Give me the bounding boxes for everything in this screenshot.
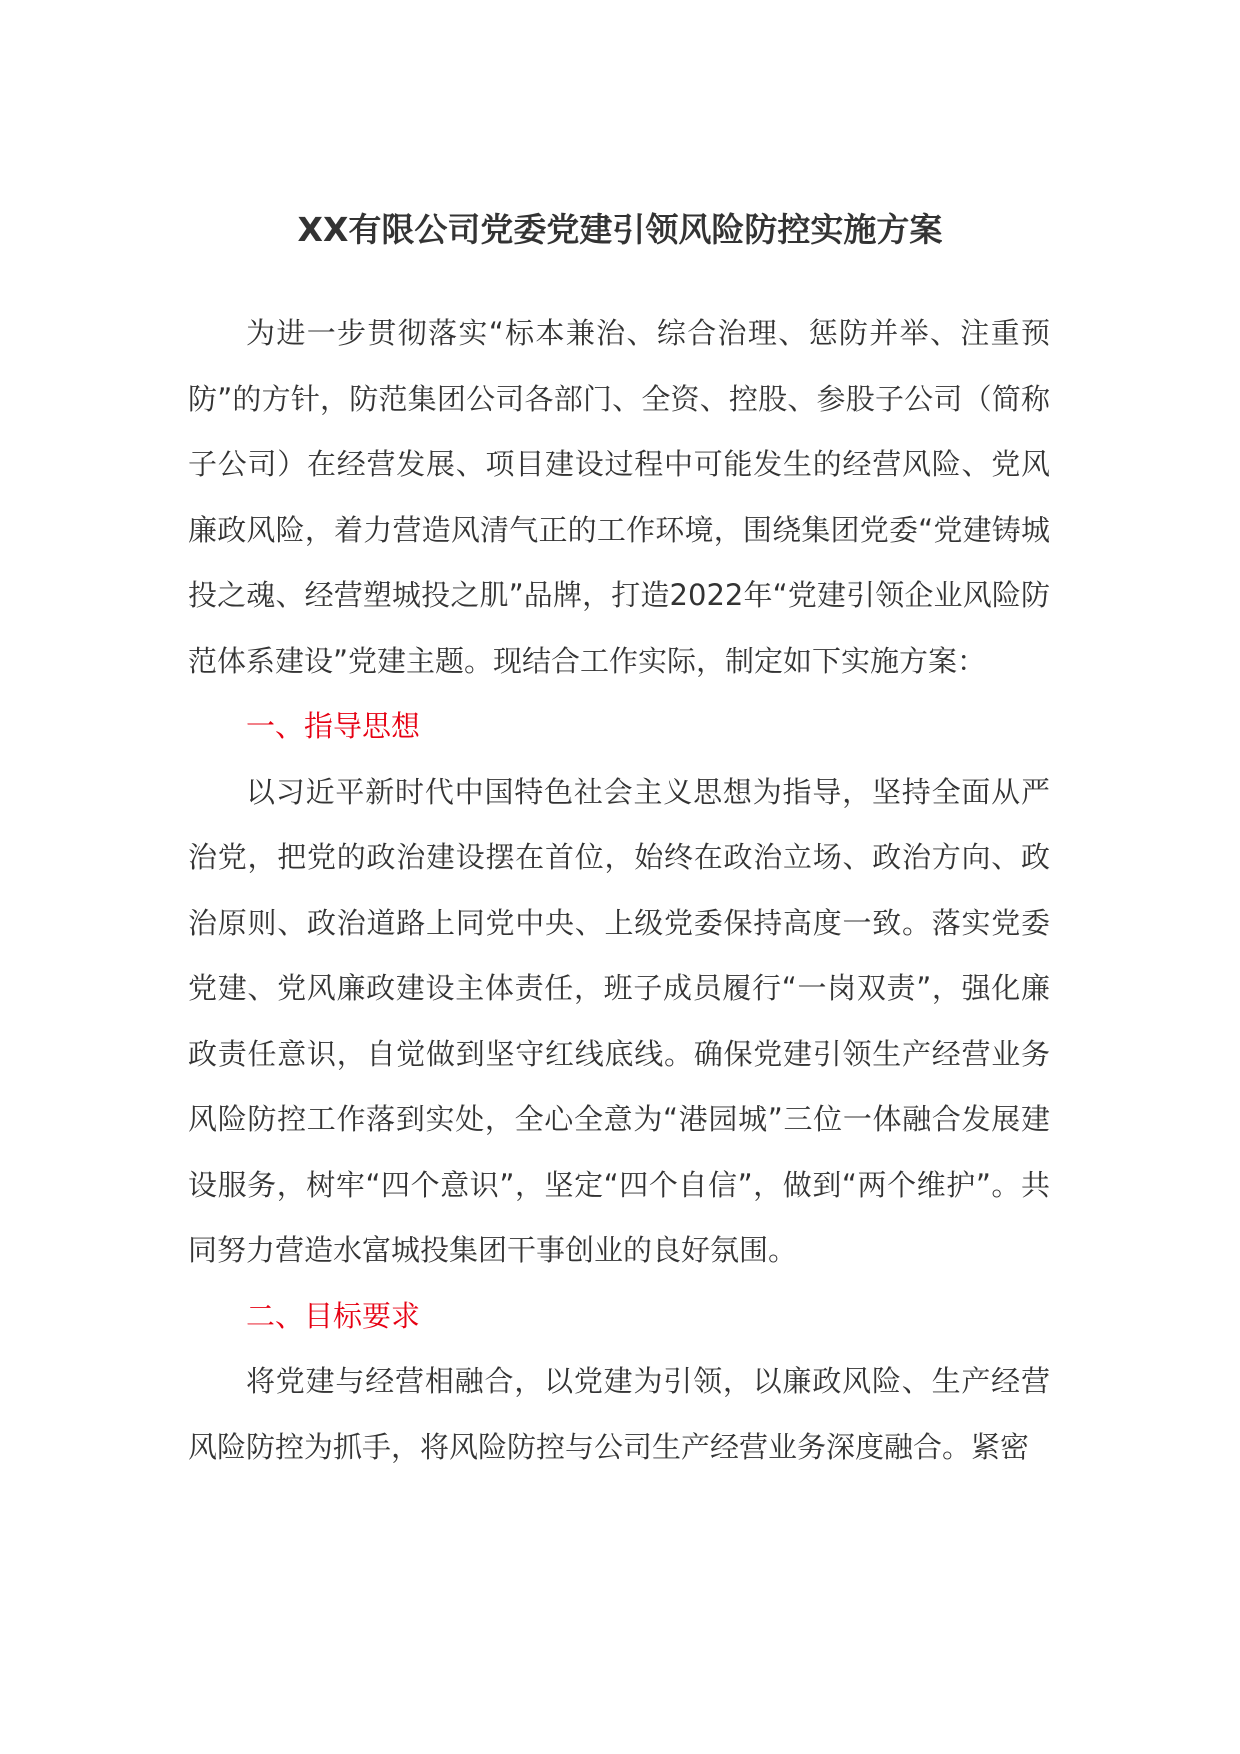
document-title: XX有限公司党委党建引领风险防控实施方案	[297, 210, 943, 249]
section-body-goals: 将党建与经营相融合，以党建为引领，以廉政风险、生产经营风险防控为抓手，将风险防控与公司生产经营业务深度融合。紧密	[188, 1364, 1050, 1464]
section-body-guiding-ideology: 以习近平新时代中国特色社会主义思想为指导，坚持全面从严治党，把党的政治建设摆在首位，始终在政治立场、政治方向、政治原则、政治道路上同党中央、上级党委保持高度一致。落实党委党建、党风廉政建设主体责任，班子成员履行“一岗双责”，强化廉政责任意识，自觉做到坚守红线底线。确保党建引领生产经营业务风险防控工作落到实处，全心全意为“港园城”三位一体融合发展建设服务，树牢“四个意识”，坚定“四个自信”，做到“两个维护”。共同努力营造水富城投集团干事创业的良好氛围。	[188, 774, 1050, 1267]
intro-paragraph: 为进一步贯彻落实“标本兼治、综合治理、惩防并举、注重预防”的方针，防范集团公司各部门、全资、控股、参股子公司（简称子公司）在经营发展、项目建设过程中可能发生的经营风险、党风廉政风险，着力营造风清气正的工作环境，围绕集团党委“党建铸城投之魂、经营塑城投之肌”品牌，打造2022年“党建引领企业风险防范体系建设”党建主题。现结合工作实际，制定如下实施方案：	[188, 316, 1050, 678]
document-body	[188, 301, 1050, 1480]
section-heading-guiding-ideology: 一、指导思想	[246, 709, 421, 743]
section-heading-goals: 二、目标要求	[246, 1298, 421, 1333]
